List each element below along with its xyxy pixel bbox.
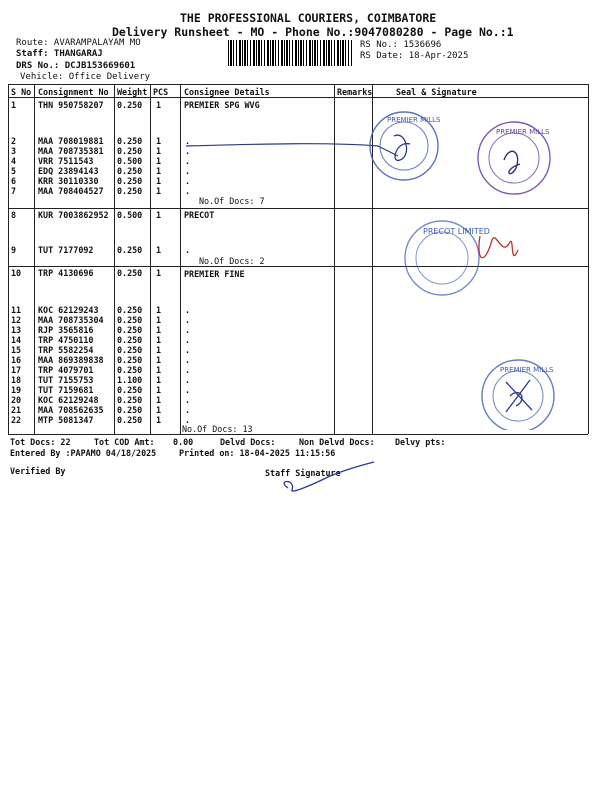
row-sno: 7 (11, 186, 17, 196)
delivery-points: Delvy pts: (395, 437, 446, 447)
row-weight: 0.250 (117, 268, 143, 278)
row-sno: 13 (11, 325, 22, 335)
consignee-dot: . (185, 405, 191, 415)
stamp-text: PREMIER MILLS (496, 128, 550, 136)
col-header-seal: Seal & Signature (396, 87, 477, 97)
row-consignment-no: KOC 62129243 (38, 305, 99, 315)
total-docs: Tot Docs: 22 (10, 437, 71, 447)
signature-red (479, 236, 518, 258)
row-pcs: 1 (156, 100, 162, 110)
row-pcs: 1 (156, 385, 162, 395)
consignee-dot: . (185, 245, 191, 255)
col-header-consignee: Consignee Details (184, 87, 270, 97)
row-weight: 0.250 (117, 146, 143, 156)
consignee-name: PREMIER FINE (184, 269, 245, 279)
row-weight: 0.250 (117, 166, 143, 176)
row-consignment-no: TUT 7177092 (38, 245, 94, 255)
row-weight: 0.250 (117, 395, 143, 405)
signature-scribble (504, 151, 520, 173)
consignee-dot: . (185, 385, 191, 395)
company-title: THE PROFESSIONAL COURIERS, COIMBATORE (180, 11, 437, 25)
row-pcs: 1 (156, 136, 162, 146)
row-consignment-no: MAA 708735381 (38, 146, 104, 156)
col-header-remarks: Remarks (337, 87, 373, 97)
row-weight: 0.250 (117, 305, 143, 315)
docs-count: No.Of Docs: 2 (199, 256, 265, 266)
row-consignment-no: MAA 869389838 (38, 355, 104, 365)
row-sno: 17 (11, 365, 22, 375)
row-weight: 0.250 (117, 355, 143, 365)
row-consignment-no: VRR 7511543 (38, 156, 94, 166)
consignee-dot: . (185, 355, 191, 365)
col-rule (8, 84, 9, 434)
row-pcs: 1 (156, 415, 162, 425)
row-consignment-no: MAA 708735304 (38, 315, 104, 325)
row-pcs: 1 (156, 305, 162, 315)
row-pcs: 1 (156, 315, 162, 325)
consignee-dot: . (185, 305, 191, 315)
row-pcs: 1 (156, 166, 162, 176)
row-sno: 14 (11, 335, 22, 345)
consignee-name: PRECOT (184, 210, 215, 220)
row-consignment-no: KOC 62129248 (38, 395, 99, 405)
barcode (228, 40, 352, 66)
consignee-name: PREMIER SPG WVG (184, 100, 260, 110)
row-weight: 0.250 (117, 365, 143, 375)
col-rule (150, 84, 151, 434)
table-bottom-rule (8, 434, 588, 435)
row-consignment-no: TRP 5582254 (38, 345, 94, 355)
col-header-consignment: Consignment No (38, 87, 109, 97)
rs-number: RS No.: 1536696 (360, 40, 442, 50)
row-weight: 0.250 (117, 176, 143, 186)
row-weight: 0.250 (117, 100, 143, 110)
row-sno: 11 (11, 305, 22, 315)
row-pcs: 1 (156, 210, 162, 220)
row-sno: 5 (11, 166, 17, 176)
row-consignment-no: TRP 4750110 (38, 335, 94, 345)
consignee-dot: . (185, 345, 191, 355)
non-delivered-docs: Non Delvd Docs: (299, 437, 375, 447)
stamp-text: PREMIER MILLS (387, 116, 441, 124)
stamp-text: PRECOT LIMITED (423, 227, 490, 236)
row-consignment-no: TUT 7155753 (38, 375, 94, 385)
consignee-dot: . (185, 186, 191, 196)
consignee-dot: . (185, 146, 191, 156)
signature-scribble (506, 380, 532, 412)
row-consignment-no: KUR 7003862952 (38, 210, 109, 220)
signature-scribble (394, 135, 410, 160)
staff-label: Staff: THANGARAJ (16, 49, 103, 59)
row-consignment-no: RJP 3565816 (38, 325, 94, 335)
total-cod-value: 0.00 (173, 437, 194, 447)
row-weight: 0.250 (117, 186, 143, 196)
col-header-sno: S No (11, 87, 32, 97)
stamp-premier-bottom (482, 360, 554, 430)
drs-number: DRS No.: DCJB153669601 (16, 61, 136, 71)
row-consignment-no: TUT 7159681 (38, 385, 94, 395)
row-weight: 0.250 (117, 415, 143, 425)
row-sno: 20 (11, 395, 22, 405)
entered-by: Entered By :PAPAMO 04/18/2025 (10, 448, 157, 458)
row-sno: 19 (11, 385, 22, 395)
pen-stroke (186, 144, 398, 156)
row-sno: 18 (11, 375, 22, 385)
row-consignment-no: TRP 4130696 (38, 268, 94, 278)
col-header-pcs: PCS (153, 87, 169, 97)
row-sno: 2 (11, 136, 17, 146)
row-weight: 0.250 (117, 385, 143, 395)
stamp-text: PREMIER MILLS (500, 366, 554, 374)
row-sno: 22 (11, 415, 22, 425)
row-sno: 15 (11, 345, 22, 355)
staff-signature-scribble (270, 458, 380, 498)
consignee-dot: . (185, 395, 191, 405)
row-pcs: 1 (156, 375, 162, 385)
verified-by: Verified By (10, 466, 66, 476)
row-consignment-no: MAA 708562635 (38, 405, 104, 415)
stamp-precot (405, 221, 518, 295)
stamp-premier-purple (478, 122, 550, 194)
row-weight: 0.250 (117, 335, 143, 345)
consignee-dot: . (185, 335, 191, 345)
printed-on: Printed on: 18-04-2025 11:15:56 (179, 448, 336, 458)
row-weight: 0.250 (117, 136, 143, 146)
row-pcs: 1 (156, 186, 162, 196)
row-sno: 6 (11, 176, 17, 186)
col-rule (588, 84, 589, 434)
consignee-dot: . (185, 365, 191, 375)
row-sno: 9 (11, 245, 17, 255)
row-sno: 1 (11, 100, 17, 110)
row-pcs: 1 (156, 176, 162, 186)
stamps-and-signatures (180, 100, 588, 430)
row-pcs: 1 (156, 146, 162, 156)
row-weight: 0.250 (117, 345, 143, 355)
row-consignment-no: KRR 30110330 (38, 176, 99, 186)
row-weight: 0.250 (117, 325, 143, 335)
row-sno: 12 (11, 315, 22, 325)
row-sno: 3 (11, 146, 17, 156)
rs-date: RS Date: 18-Apr-2025 (360, 51, 469, 61)
row-pcs: 1 (156, 395, 162, 405)
row-pcs: 1 (156, 405, 162, 415)
row-consignment-no: EDQ 23894143 (38, 166, 99, 176)
row-pcs: 1 (156, 345, 162, 355)
consignee-dot: . (185, 176, 191, 186)
row-consignment-no: THN 950758207 (38, 100, 104, 110)
runsheet-subtitle: Delivery Runsheet - MO - Phone No.:9047080280 - Page No.:1 (112, 25, 514, 39)
row-sno: 8 (11, 210, 17, 220)
total-cod-label: Tot COD Amt: (94, 437, 155, 447)
row-weight: 0.250 (117, 405, 143, 415)
row-pcs: 1 (156, 365, 162, 375)
delivered-docs: Delvd Docs: (220, 437, 276, 447)
row-pcs: 1 (156, 355, 162, 365)
row-pcs: 1 (156, 325, 162, 335)
col-rule (34, 84, 35, 434)
row-consignment-no: MAA 708019881 (38, 136, 104, 146)
row-pcs: 1 (156, 156, 162, 166)
row-sno: 21 (11, 405, 22, 415)
consignee-dot: . (185, 315, 191, 325)
row-pcs: 1 (156, 335, 162, 345)
route-label: Route: AVARAMPALAYAM MO (16, 38, 141, 48)
consignee-dot: . (185, 136, 191, 146)
row-weight: 0.250 (117, 245, 143, 255)
row-sno: 10 (11, 268, 22, 278)
consignee-dot: . (185, 156, 191, 166)
row-weight: 1.100 (117, 375, 143, 385)
staff-signature-label: Staff Signature (265, 468, 341, 478)
col-header-weight: Weight (117, 87, 148, 97)
docs-count: No.Of Docs: 13 (182, 424, 253, 434)
vehicle-label: Vehicle: Office Delivery (20, 72, 151, 82)
row-sno: 16 (11, 355, 22, 365)
docs-count: No.Of Docs: 7 (199, 196, 265, 206)
row-consignment-no: MTP 5081347 (38, 415, 94, 425)
row-pcs: 1 (156, 245, 162, 255)
stamp-premier-blue (370, 112, 441, 180)
consignee-dot: . (185, 325, 191, 335)
row-weight: 0.500 (117, 210, 143, 220)
row-consignment-no: TRP 4079701 (38, 365, 94, 375)
row-weight: 0.250 (117, 315, 143, 325)
header-bottom-rule (8, 97, 588, 98)
row-weight: 0.500 (117, 156, 143, 166)
col-rule (114, 84, 115, 434)
consignee-dot: . (185, 415, 191, 425)
consignee-dot: . (185, 375, 191, 385)
consignee-dot: . (185, 166, 191, 176)
table-top-rule (8, 84, 588, 85)
row-consignment-no: MAA 708404527 (38, 186, 104, 196)
row-sno: 4 (11, 156, 17, 166)
row-pcs: 1 (156, 268, 162, 278)
